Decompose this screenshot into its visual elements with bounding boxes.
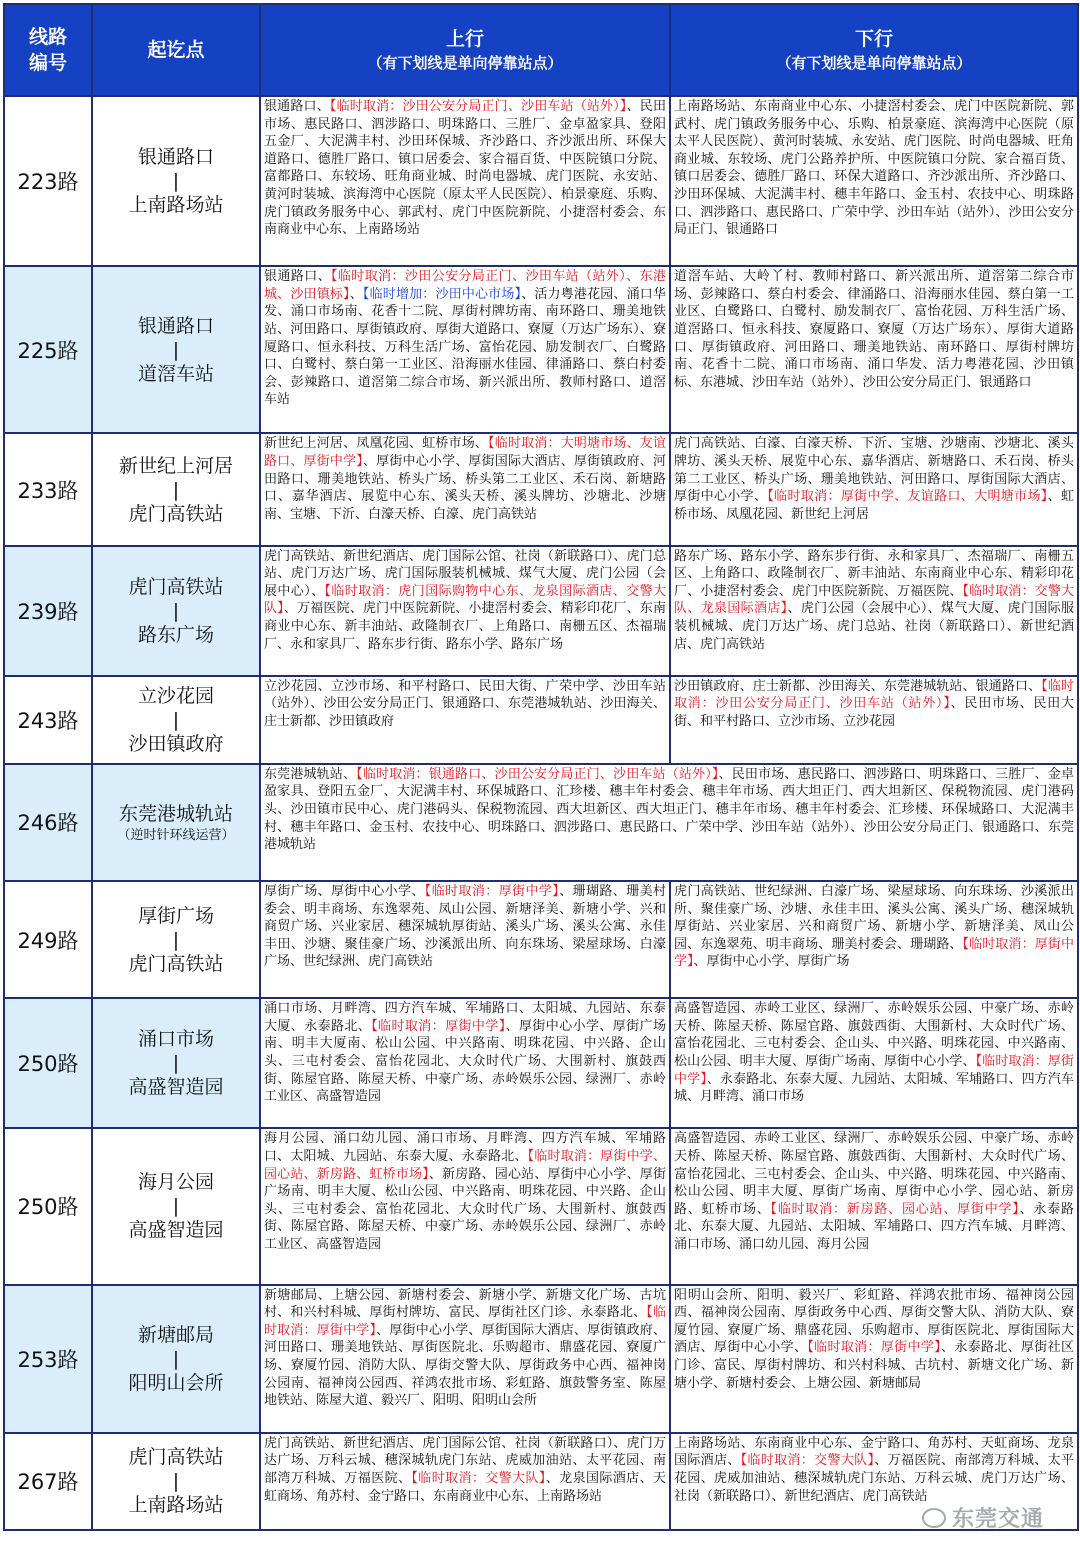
- route-separator: |: [172, 1470, 180, 1493]
- route-to: 高盛智造园: [128, 1076, 224, 1099]
- header-upbound: 上行 （有下划线是单向停靠站点）: [260, 4, 670, 96]
- wechat-icon: [922, 1508, 946, 1528]
- stop-list-text: 银通路口、: [264, 269, 331, 285]
- route-row: [4, 881, 1078, 998]
- upbound-stops: [260, 1128, 670, 1284]
- stop-list-text: 上南路场站、东南商业中心东、小捷滘村委会、虎门中医院新院、郭武村、虎门镇政务服务中心、乐购、柏景豪庭、滨海湾中心医院（原太平人民医院）、黄河时装城、永安站、虎门医院、时尚电器城、旺角商业城、东较场、虎门公路养护所、中医院镇口分院、家合福百货、镇口居委会、德胜厂路口、环保大道路口、齐沙派出所、齐沙路口、沙田环保城、大泥满丰村、穗丰年路口、金玉村、农技中心、明珠路口、泗涉路口、惠民路口、广荣中学、沙田车站（站外）、沙田公安分局正门、银通路口: [674, 99, 1074, 238]
- stop-list-text: 、厚街中心小学、厚街国际大酒店、厚街镇政府、河田路口、珊美地铁站、桥头广场、桥头第二工业区、禾石岗、新塘路口、嘉华酒店、展览中心东、溪头天桥、溪头牌坊、沙塘北、沙塘南、宝塘、下沂、白濠天桥、白濠、虎门高铁站: [264, 454, 666, 522]
- watermark: 东莞交通: [922, 1502, 1044, 1533]
- temporary-change-note: 【临时取消：交警大队、龙泉国际酒店】: [674, 583, 1074, 617]
- temporary-change-note: 【临时取消：虎门国际购物中心东、龙泉国际酒店、交警大队】: [264, 583, 666, 617]
- upbound-stops: [260, 546, 670, 676]
- downbound-stops: [670, 96, 1078, 266]
- temporary-change-note: 【临时取消：沙田公安分局正门、沙田车站（站外）、东港城、沙田镇标】: [264, 269, 666, 302]
- route-row: [4, 96, 1078, 266]
- stop-list-text: 道滘车站、大岭丫村、教师村路口、新兴派出所、道滘第二综合市场、彭辣路口、蔡白村委会、律涌路口、沿海丽水佳园、蔡白第一工业区、白鹭路口、白鹭村、励发制衣厂、富怡花园、万科生活广场、道滘路口、恒永科技、寮厦路口、寮厦（万达广场东）、厚街大道路口、厚街镇政府、河田路口、珊美地铁站、南环路口、厚街村牌坊南、花香十二院、涌口市场南、涌口华发、活力粤港花园、沙田镇标、东港城、沙田车站（站外）、沙田公安分局正门、银通路口: [674, 269, 1074, 390]
- downbound-stops: [670, 433, 1078, 545]
- route-from: 虎门高铁站: [128, 575, 224, 598]
- route-to: 路东广场: [137, 623, 214, 646]
- upbound-stops: [260, 1285, 670, 1433]
- route-from: 涌口市场: [137, 1028, 214, 1051]
- stop-list-text: 、龙泉国际酒店、天虹商场、角苏村、金宁路口、东南商业中心东、上南路场站: [264, 1470, 666, 1504]
- route-separator: |: [172, 928, 180, 951]
- stop-list-text: 上南路场站、东南商业中心东、金宁路口、角苏村、天虹商场、龙泉国际酒店、: [674, 1435, 1074, 1469]
- route-to: 阳明山会所: [128, 1371, 224, 1394]
- route-endpoints: [92, 1285, 260, 1433]
- route-note: （逆时针环线运营）: [117, 827, 235, 843]
- temporary-change-note: 【临时取消：厚街中学】: [371, 1018, 506, 1034]
- stop-list-text: 路东广场、路东小学、路东步行街、永和家具厂、杰福瑞厂、南栅五区、上角路口、政隆制衣厂、新丰油站、东南商业中心东、精彩印花厂、小捷滘村委会、虎门中医院新院、万福医院、: [674, 548, 1074, 599]
- temporary-change-note: 【临时取消：银通路口、沙田公安分局正门、沙田车站（站外）】: [356, 766, 719, 782]
- temporary-change-note: 【临时取消：厚街中学】: [807, 1340, 941, 1356]
- route-separator: |: [172, 478, 180, 501]
- route-endpoints: [92, 433, 260, 545]
- upbound-stops: [260, 676, 670, 764]
- route-row: [4, 266, 1078, 433]
- route-number: 249路: [4, 881, 92, 998]
- upbound-stops: [260, 96, 670, 266]
- route-row: [4, 676, 1078, 764]
- downbound-stops: [670, 266, 1078, 433]
- temporary-change-note: 【临时取消：新房路、园心站、厚街中学】: [770, 1201, 1020, 1217]
- route-to: 上南路场站: [128, 1494, 224, 1517]
- route-endpoints: [92, 676, 260, 764]
- downbound-stops: [670, 676, 1078, 764]
- stop-list-text: 、永泰路北、东泰大厦、九园站、太阳城、军埔路口、四方汽车城、月畔湾、涌口市场: [674, 1071, 1074, 1105]
- route-number: 250路: [4, 1128, 92, 1284]
- route-row: [4, 998, 1078, 1128]
- route-to: 虎门高铁站: [128, 502, 224, 525]
- route-row: [4, 1285, 1078, 1433]
- route-number: 233路: [4, 433, 92, 545]
- route-endpoints: [92, 1433, 260, 1530]
- route-from: 银通路口: [137, 146, 214, 169]
- temporary-change-note: 【临时取消：沙田公安分局正门、沙田车站（站外）】: [674, 678, 1074, 712]
- route-separator: |: [172, 1195, 180, 1218]
- route-from: 海月公园: [137, 1171, 214, 1194]
- temporary-change-note: 【临时增加：沙田中心市场】: [362, 286, 522, 302]
- temporary-change-note: 【临时取消：大明塘市场、友谊路口、厚街中学】: [264, 436, 666, 470]
- route-to: 高盛智造园: [128, 1219, 224, 1242]
- stop-list-text: 沙田镇政府、庄士新都、沙田海关、东莞港城轨站、银通路口、: [674, 678, 1042, 694]
- route-endpoints: [92, 764, 260, 881]
- route-endpoints: [92, 881, 260, 998]
- stop-list-text: 虎门高铁站、世纪绿洲、白濠广场、梁屋球场、向东珠场、沙溪派出所、聚佳豪广场、沙塘、永佳丰田、溪头公寓、溪头广场、穗深城轨厚街站、兴业家居、兴和商贸广场、新塘小学、新塘泽美、凤山公园、东逸翠苑、明丰商场、珊美村委会、珊瑚路、: [674, 884, 1074, 952]
- stop-list-text: 、万福医院、南部湾万科城、太平花园、虎威加油站、穗深城轨虎门东站、万科云城、虎门万达广场、社岗（新联路口）、新世纪酒店、虎门高铁站: [674, 1453, 1074, 1504]
- stop-list-text: 虎门高铁站、新世纪酒店、虎门国际公馆、社岗（新联路口）、虎门万达广场、万科云城、穗深城轨虎门东站、虎威加油站、太平花园、南部湾万科城、万福医院、: [264, 1435, 666, 1486]
- route-endpoints: [92, 266, 260, 433]
- stop-list-text: 新世纪上河居、凤凰花园、虹桥市场、: [264, 436, 489, 452]
- downbound-stops: [670, 1285, 1078, 1433]
- downbound-stops: [670, 546, 1078, 676]
- upbound-stops: [260, 266, 670, 433]
- route-from: 新世纪上河居: [118, 454, 233, 477]
- stop-list-text: 虎门高铁站、新世纪酒店、虎门国际公馆、社岗（新联路口）、虎门总站、虎门万达广场、虎门国际服装机械城、煤气大厦、虎门公园（会展中心）、: [264, 548, 666, 599]
- stop-list-text: 、: [349, 286, 363, 302]
- stop-list-text: 、活力粤港花园、涌口华发、涌口市场南、花香十二院、厚街村牌坊南、南环路口、珊美地铁站、河田路口、厚街镇政府、厚街大道路口、寮厦（万达广场东）、寮厦路口、恒永科技、万科生活广场、富怡花园、励发制衣厂、白鹭路口、白鹭村、蔡白第一工业区、沿海丽水佳园、律涌路口、蔡白村委会、彭辣路口、道滘第二综合市场、新兴派出所、教师村路口、道滘车站: [264, 286, 666, 408]
- stop-list-text: 、厚街中心小学、厚街广场: [693, 954, 850, 970]
- temporary-change-note: 【临时取消：厚街中学】: [674, 1053, 1074, 1087]
- temporary-change-note: 【临时取消：厚街中学】: [264, 1305, 666, 1338]
- upbound-stops: [260, 998, 670, 1128]
- route-endpoints: [92, 96, 260, 266]
- route-from: 立沙花园: [137, 684, 214, 707]
- stop-list-text: 、珊瑚路、珊美村委会、明丰商场、东逸翠苑、凤山公园、新塘泽美、新塘小学、兴和商贸广场、兴业家居、穗深城轨厚街站、溪头广场、溪头公寓、永佳丰田、沙塘、聚佳豪广场、沙溪派出所、向东珠场、梁屋球场、白濠广场、世纪绿洲、虎门高铁站: [264, 884, 666, 970]
- route-table: [3, 3, 1079, 1531]
- route-endpoints: [92, 1128, 260, 1284]
- route-number: 267路: [4, 1433, 92, 1530]
- temporary-change-note: 【临时取消：厚街中学、友谊路口、大明塘市场】: [767, 489, 1048, 505]
- downbound-stops: [670, 1128, 1078, 1284]
- upbound-stops: [260, 433, 670, 545]
- route-to: 上南路场站: [128, 194, 224, 217]
- header-endpoints: 起讫点: [92, 4, 260, 96]
- stop-list-text: 、民田市场、民田大街、和平村路口、立沙市场、立沙花园: [674, 696, 1074, 729]
- stop-list-text: 、永泰路北、东泰大厦、九园站、太阳城、军埔路口、四方汽车城、月畔湾、涌口市场、涌口幼儿园、海月公园: [674, 1201, 1074, 1252]
- route-number: 253路: [4, 1285, 92, 1433]
- temporary-change-note: 【临时取消：厚街中学】: [424, 884, 560, 900]
- stop-list-text: 涌口市场、月畔湾、四方汽车城、军埔路口、太阳城、九园站、东泰大厦、永泰路北、: [264, 1001, 666, 1034]
- route-from: 东莞港城轨站: [118, 802, 233, 825]
- route-row: [4, 764, 1078, 881]
- stop-list-text: 高盛智造园、赤岭工业区、绿洲厂、赤岭娱乐公园、中豪广场、赤岭天桥、陈屋天桥、陈屋官路、旗鼓西街、大围新村、大众时代广场、富怡花园北、三屯村委会、企山头、中兴路、明珠花园、中兴路南、松山公园、明丰大厦、厚街广场南、厚街中心小学、: [674, 1001, 1074, 1069]
- stop-list-text: 新塘邮局、上塘公园、新塘村委会、新塘小学、新塘文化广场、古坑村、和兴村科城、厚街村牌坊、富民、厚街社区门诊、永泰路北、: [264, 1287, 666, 1321]
- route-table-body: [4, 96, 1078, 1530]
- downbound-stops: [670, 998, 1078, 1128]
- route-to: 沙田镇政府: [128, 732, 224, 755]
- route-to: 虎门高铁站: [128, 952, 224, 975]
- stop-list-text: 阳明山会所、阳明、毅兴厂、彩虹路、祥鸿农批市场、福神岗公园西、福神岗公园南、厚街政务中心西、厚街交警大队、消防大队、寮厦竹园、寮厦广场、鼎盛花园、乐购超市、厚街医院北、厚街国际大酒店、厚街中心小学、: [674, 1287, 1074, 1356]
- route-endpoints: [92, 998, 260, 1128]
- stop-list-text: 、新房路、园心站、厚街中心小学、厚街广场南、明丰大厦、松山公园、中兴路南、明珠花园、中兴路、企山头、三屯村委会、富怡花园北、大众时代广场、大围新村、旗鼓西街、陈屋官路、陈屋天桥、中豪广场、赤岭娱乐公园、绿洲厂、赤岭工业区、高盛智造园: [264, 1166, 666, 1252]
- route-separator: |: [172, 170, 180, 193]
- route-endpoints: [92, 546, 260, 676]
- route-separator: |: [172, 708, 180, 731]
- route-number: 246路: [4, 764, 92, 881]
- temporary-change-note: 【临时取消：交警大队】: [411, 1470, 546, 1486]
- temporary-change-note: 【临时取消：交警大队】: [740, 1453, 875, 1469]
- route-from: 厚街广场: [137, 904, 214, 927]
- temporary-change-note: 【临时取消：沙田公安分局正门、沙田车站（站外）】: [329, 99, 627, 114]
- route-row: [4, 1128, 1078, 1284]
- route-from: 新塘邮局: [137, 1323, 214, 1346]
- stop-list-text: 东莞港城轨站、: [264, 766, 357, 782]
- stop-list-text: 、虎门公园（会展中心）、煤气大厦、虎门国际服装机械城、虎门万达广场、虎门总站、社岗（新联路口）、新世纪酒店、虎门高铁站: [674, 601, 1074, 652]
- stop-list-text: 厚街广场、厚街中心小学、: [264, 884, 425, 900]
- route-number: 250路: [4, 998, 92, 1128]
- route-separator: |: [172, 1052, 180, 1075]
- temporary-change-note: 【临时取消：厚街中学】: [674, 936, 1074, 970]
- route-separator: |: [172, 1347, 180, 1370]
- header-downbound: 下行 （有下划线是单向停靠站点）: [670, 4, 1078, 96]
- stop-list-text: 高盛智造园、赤岭工业区、绿洲厂、赤岭娱乐公园、中豪广场、赤岭天桥、陈屋天桥、陈屋官路、旗鼓西街、大围新村、大众时代广场、富怡花园北、三屯村委会、企山头、中兴路、明珠花园、中兴路南、松山公园、明丰大厦、厚街广场南、厚街中心小学、园心站、新房路、虹桥市场、: [674, 1131, 1074, 1217]
- upbound-stops: [260, 881, 670, 998]
- upbound-stops: [260, 1433, 670, 1530]
- temporary-change-note: 【临时取消：厚街中学、园心站、新房路、虹桥市场】: [264, 1148, 666, 1182]
- route-from: 虎门高铁站: [128, 1446, 224, 1469]
- route-separator: |: [172, 338, 180, 361]
- route-row: [4, 433, 1078, 545]
- route-number: 239路: [4, 546, 92, 676]
- stop-list-text: 立沙花园、立沙市场、和平村路口、民田大街、广荣中学、沙田车站（站外）、沙田公安分局正门、银通路口、东莞港城轨站、沙田海关、庄士新都、沙田镇政府: [264, 678, 666, 729]
- loop-stops: [260, 764, 1078, 881]
- stop-list-text: 虎门高铁站、白濠、白濠天桥、下沂、宝塘、沙塘南、沙塘北、溪头牌坊、溪头天桥、展览中心东、嘉华酒店、新塘路口、禾石岗、桥头第二工业区、桥头广场、珊美地铁站、河田路口、厚街国际大酒店、厚街中心小学、: [674, 436, 1074, 505]
- route-from: 银通路口: [137, 314, 214, 337]
- stop-list-text: 、永泰路北、厚街社区门诊、富民、厚街村牌坊、和兴村科城、古坑村、新塘文化广场、新塘小学、新塘村委会、上塘公园、新塘邮局: [674, 1340, 1074, 1391]
- stop-list-text: 银通路口、: [264, 99, 330, 114]
- table-header-row: [4, 4, 1078, 96]
- route-number: 225路: [4, 266, 92, 433]
- route-number: 243路: [4, 676, 92, 764]
- route-separator: |: [172, 599, 180, 622]
- stop-list-text: 、厚街中心小学、厚街国际大酒店、厚街镇政府、河田路口、珊美地铁站、厚街医院北、乐购超市、鼎盛花园、寮厦广场、寮厦竹园、消防大队、厚街交警大队、厚街政务中心西、福神岗公园南、福神岗公园西、祥鸿农批市场、彩虹路、旗鼓警务室、陈屋地铁站、陈屋大道、毅兴厂、阳明、阳明山会所: [264, 1322, 666, 1409]
- header-line-number: 线路 编号: [4, 4, 92, 96]
- stop-list-text: 海月公园、涌口幼儿园、涌口市场、月畔湾、四方汽车城、军埔路口、太阳城、九园站、东泰大厦、永泰路北、: [264, 1131, 666, 1164]
- route-number: 223路: [4, 96, 92, 266]
- stop-list-text: 、万福医院、虎门中医院新院、小捷滘村委会、精彩印花厂、东南商业中心东、新丰油站、政隆制衣厂、上角路口、南栅五区、杰福瑞厂、永和家具厂、路东步行街、路东小学、路东广场: [264, 601, 666, 652]
- downbound-stops: [670, 881, 1078, 998]
- route-row: [4, 546, 1078, 676]
- route-to: 道滘车站: [137, 362, 214, 385]
- stop-list-text: 、民田市场、惠民路口、泗涉路口、明珠路口、三胜厂、金卓盈家具、登阳五金厂、大泥满丰村、沙田环保城、齐沙路口、齐沙派出所、环保大道路口、德胜厂路口、镇口居委会、家合福百货、中医院镇口分院、富都路口、东较场、旺角商业城、时尚电器城、虎门医院、永安站、黄河时装城、滨海湾中心医院（原太平人民医院）、柏景豪庭、乐购、虎门镇政务服务中心、郭武村、虎门中医院新院、小捷滘村委会、东南商业中心东、上南路场站: [264, 99, 666, 238]
- stop-list-text: 、虹桥市场、凤凰花园、新世纪上河居: [674, 489, 1074, 522]
- stop-list-text: 、民田市场、惠民路口、泗涉路口、明珠路口、三胜厂、金卓盈家具、登阳五金厂、大泥满丰村、环保城路口、汇珍楼、穗丰年村委会、穗丰年市场、西大坦正门、西大坦新区、保税物流园、虎门港码头、沙田镇市民中心、虎门港码头、保税物流园、西大坦新区、西大坦正门、穗丰年市场、穗丰年村委会、汇珍楼、环保城路口、大泥满丰村、穗丰年路口、金玉村、农技中心、明珠路口、泗涉路口、惠民路口、广荣中学、沙田车站（站外）、沙田公安分局正门、银通路口、东莞港城轨站: [264, 766, 1074, 853]
- route-row: [4, 1433, 1078, 1530]
- stop-list-text: 、厚街中心小学、厚街广场南、明丰大厦南、松山公园、中兴路南、明珠花园、中兴路、企山头、三屯村委会、富怡花园北、大众时代广场、大围新村、旗鼓西街、陈屋官路、陈屋天桥、中豪广场、赤岭娱乐公园、绿洲厂、赤岭工业区、高盛智造园: [264, 1018, 666, 1105]
